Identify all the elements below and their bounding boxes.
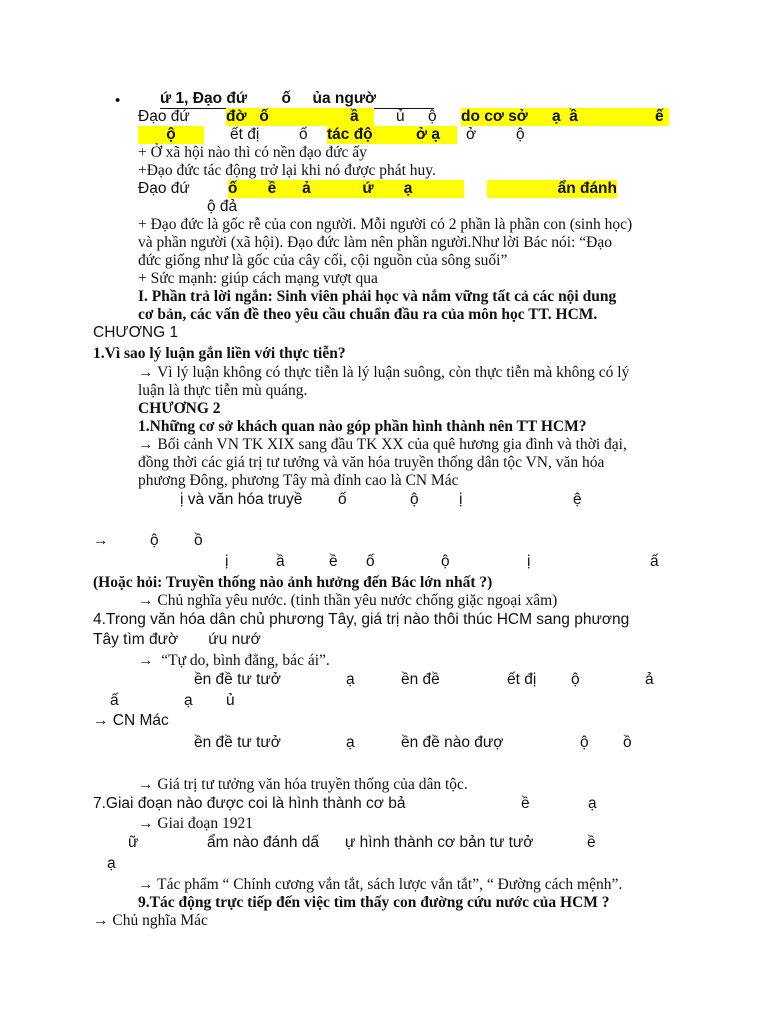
fragment: ế — [655, 108, 664, 125]
highlight-fragment: ộ — [138, 126, 204, 144]
answer: → Vì lý luận không có thực tiễn là lý luận suông, còn thực tiễn mà không có lý — [138, 364, 630, 381]
fragment: ị — [459, 491, 463, 508]
fragment: Đạo đứ — [138, 108, 190, 125]
fragment: ền đề tư tưở — [194, 671, 281, 688]
fragment: ề — [329, 553, 338, 570]
answer: phương Đông, phương Tây mà đỉnh cao là CN Mác — [138, 472, 459, 489]
text-line: đức giống như là gốc của cây cối, cội nguồn của sông suối” — [138, 252, 508, 269]
fragment: ố — [299, 126, 308, 143]
fragment: ộ — [428, 108, 437, 125]
question: 1.Những cơ sở khách quan nào góp phần hình thành nên TT HCM? — [138, 418, 587, 435]
fragment: ẩm nào đánh dấ — [207, 834, 320, 851]
answer: → Chủ nghĩa Mác — [93, 912, 208, 929]
fragment: ộ — [410, 491, 419, 508]
highlight-fragment: tác độ — [327, 126, 457, 144]
fragment: ị — [225, 553, 229, 570]
fragment: ộ — [571, 671, 580, 688]
answer: → Bối cảnh VN TK XIX sang đầu TK XX của quê hương gia đình và thời đại, — [138, 436, 627, 453]
fragment: ố — [338, 491, 347, 508]
fragment: ền đề — [401, 671, 440, 688]
highlight-fragment: ố ề ả ứ ạ — [228, 180, 464, 198]
fragment: ố — [366, 553, 375, 570]
fragment: ủ — [226, 692, 235, 709]
chapter-heading: CHƯƠNG 1 — [93, 324, 179, 341]
fragment: ủ — [396, 108, 405, 125]
fragment: ầ — [276, 553, 285, 570]
fragment: ết đị — [230, 126, 260, 143]
answer: → Chủ nghĩa yêu nước. (tinh thần yêu nước chống giặc ngoại xâm) — [138, 592, 558, 609]
highlight-fragment: do cơ sở — [461, 108, 669, 126]
fragment: ạ — [184, 692, 193, 709]
fragment: ết đị — [507, 671, 537, 688]
answer: → CN Mác — [93, 712, 169, 729]
highlight-fragment: đờ ố — [226, 108, 350, 126]
text-line: +Đạo đức tác động trở lại khi nó được phát huy. — [138, 162, 436, 179]
question: 7.Giai đoạn nào được coi là hình thành cơ bả — [93, 795, 406, 812]
fragment: ộ — [516, 126, 525, 143]
fragment: ấ — [110, 692, 119, 709]
fragment: ị và văn hóa truyề — [180, 491, 303, 508]
text-line: + Sức mạnh: giúp cách mạng vượt qua — [138, 270, 378, 287]
fragment: ền đề tư tưở — [194, 734, 281, 751]
fragment: ữ — [128, 834, 139, 851]
fragment: ồ — [194, 532, 203, 549]
section-title: cơ bản, các vấn đề theo yêu cầu chuẩn đầu ra của môn học TT. HCM. — [138, 306, 598, 323]
highlight-fragment: ầ — [350, 108, 374, 126]
bullet-marker: • — [115, 92, 121, 109]
fragment: ạ ầ — [552, 108, 578, 125]
fragment: ộ — [580, 734, 589, 751]
question: 9.Tác động trực tiếp đến việc tìm thấy con đường cứu nước của HCM ? — [138, 894, 610, 911]
fragment: ự hình thành cơ bản tư tưở — [345, 834, 534, 851]
text-line: + Ở xã hội nào thì có nền đạo đức ấy — [138, 144, 367, 161]
text-line: và phần người (xã hội). Đạo đức làm nên phần người.Như lời Bác nói: “Đạo — [138, 234, 612, 251]
fragment: ền đề nào đượ — [401, 734, 504, 751]
fragment: ị — [527, 553, 531, 570]
answer: → Tác phẩm “ Chính cương vắn tắt, sách lược vắn tắt”, “ Đường cách mệnh”. — [138, 876, 623, 893]
fragment: ạ — [346, 671, 355, 688]
question: 4.Trong văn hóa dân chủ phương Tây, giá trị nào thôi thúc HCM sang phương — [93, 611, 630, 628]
text-line: ộ đả — [207, 198, 238, 215]
text-line: + Đạo đức là gốc rễ của con người. Mỗi người có 2 phần là phần con (sinh học) — [138, 216, 633, 233]
fragment: ộ — [441, 553, 450, 570]
chapter-heading: CHƯƠNG 2 — [138, 400, 221, 417]
answer: đồng thời các giá trị tư tưởng và văn hóa truyền thống dân tộc VN, văn hóa — [138, 454, 605, 471]
fragment: ở ạ — [416, 126, 440, 143]
question: 1.Vì sao lý luận gắn liền với thực tiễn? — [93, 345, 346, 362]
fragment: ả — [645, 671, 654, 688]
fragment: ệ — [573, 491, 582, 508]
answer: → “Tự do, bình đẳng, bác ái”. — [138, 652, 330, 669]
fragment: ề — [521, 795, 530, 812]
fragment: ạ — [346, 734, 355, 751]
highlight-fragment: ẩn đánh — [487, 180, 617, 198]
fragment: ề — [587, 834, 596, 851]
answer: luận là thực tiễn mù quáng. — [138, 382, 308, 399]
answer: → Giai đoạn 1921 — [138, 815, 253, 832]
question: Tây tìm đườ ứu nướ — [93, 631, 261, 648]
section-title: I. Phần trả lời ngắn: Sinh viên phải học và nắm vững tất cả các nội dung — [138, 288, 617, 305]
fragment: ộ — [150, 532, 159, 549]
fragment: Đạo đứ — [138, 180, 190, 197]
section-heading: ứ 1, Đạo đứ ố ủa ngườ — [160, 90, 434, 109]
answer: → Giá trị tư tưởng văn hóa truyền thống của dân tộc. — [138, 776, 468, 793]
fragment: ồ — [623, 734, 632, 751]
fragment: ở — [466, 126, 477, 143]
question: (Hoặc hỏi: Truyền thống nào ảnh hưởng đến Bác lớn nhất ?) — [93, 574, 493, 591]
fragment: ạ — [588, 795, 597, 812]
arrow-fragment: → — [93, 532, 109, 549]
fragment: ấ — [650, 553, 659, 570]
fragment: ạ — [107, 855, 116, 872]
